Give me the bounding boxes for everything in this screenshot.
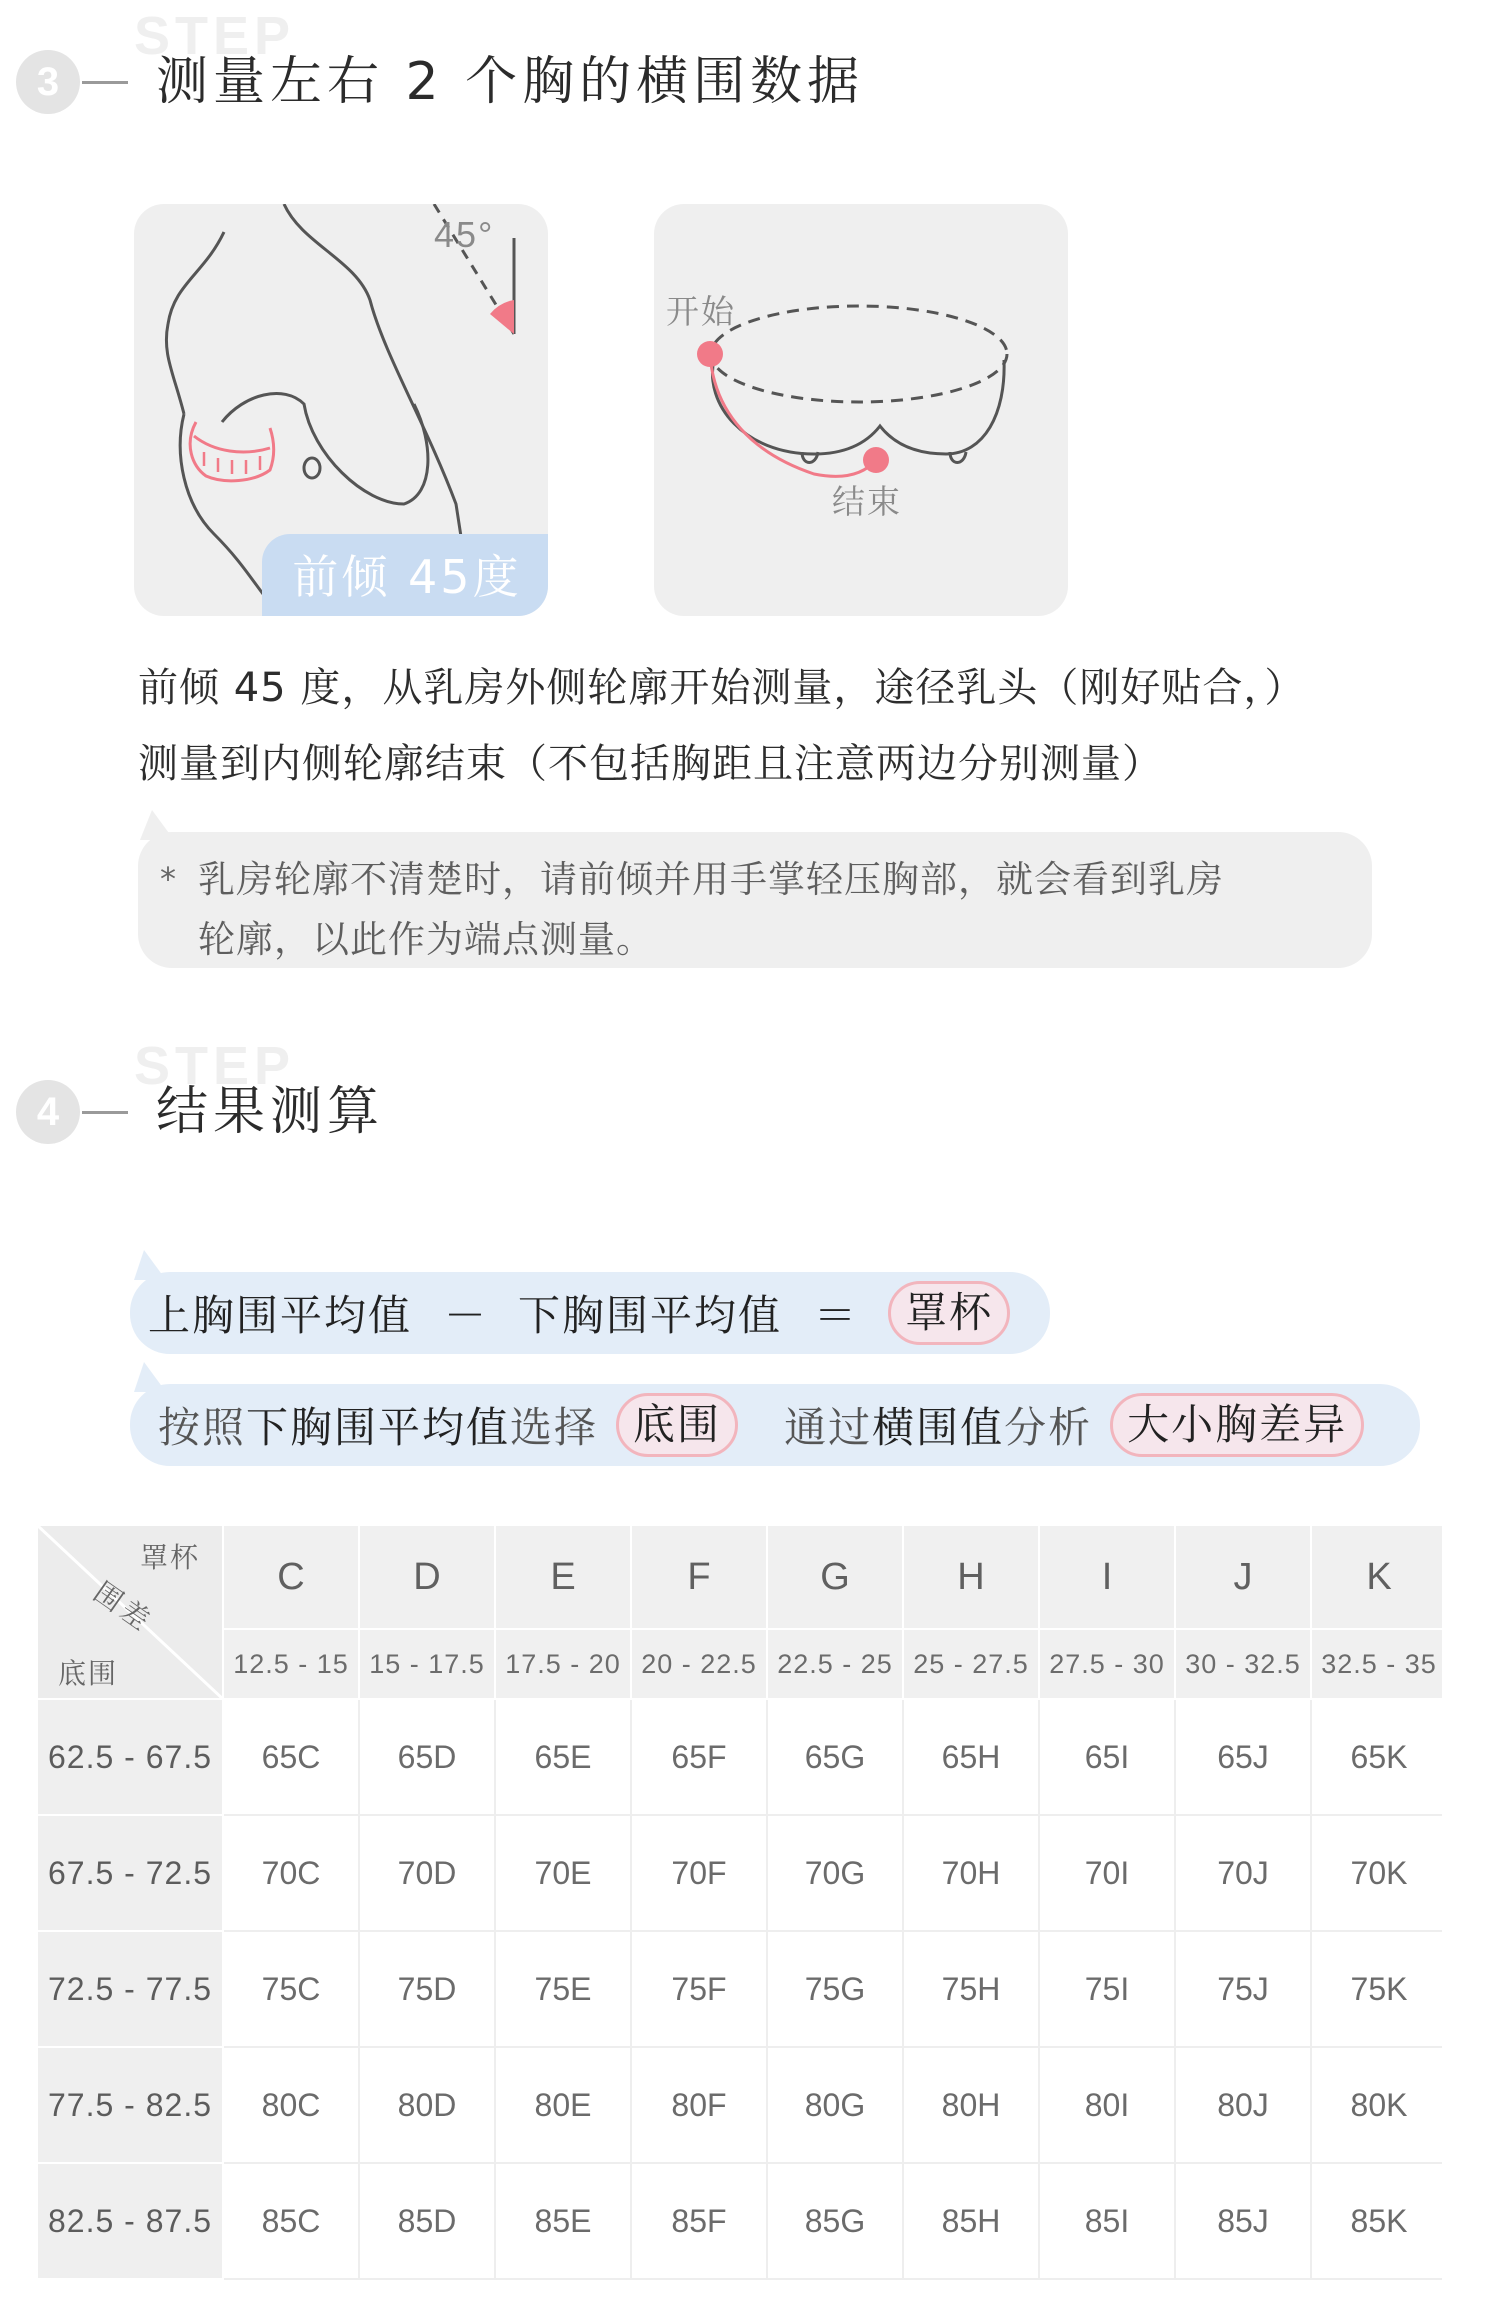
step-connector-line (82, 1111, 128, 1114)
size-cell: 70C (223, 1815, 359, 1931)
size-cell: 75C (223, 1931, 359, 2047)
size-cell: 65E (495, 1699, 631, 1815)
upper-bust-average: 上胸围平均值 (148, 1291, 413, 1340)
size-cell: 85I (1039, 2163, 1175, 2279)
measure-path-icon (654, 204, 1068, 616)
guide-text-by: 按照 (158, 1403, 247, 1452)
difference-range: 32.5 - 35 (1311, 1629, 1442, 1699)
cup-header: I (1039, 1525, 1175, 1629)
corner-band-label: 底围 (58, 1657, 119, 1690)
table-row (37, 2047, 1442, 2163)
band-pill: 底围 (616, 1393, 738, 1457)
size-cell: 75K (1311, 1931, 1442, 2047)
tip-line-2: 轮廓，以此作为端点测量。 (198, 918, 654, 961)
cup-header: E (495, 1525, 631, 1629)
step-word: STEP (134, 6, 296, 66)
description-line-1: 前倾 45 度，从乳房外侧轮廓开始测量，途径乳头（刚好贴合，） (138, 665, 1306, 711)
size-cell: 80K (1311, 2047, 1442, 2163)
size-table (36, 1524, 1442, 2322)
size-cell: 65G (767, 1699, 903, 1815)
tip-note (138, 832, 1372, 968)
size-chart-table (36, 1524, 1442, 2280)
size-cell: 70G (767, 1815, 903, 1931)
difference-range: 12.5 - 15 (223, 1629, 359, 1699)
size-cell: 80J (1175, 2047, 1311, 2163)
step4-header (0, 1036, 1500, 1166)
size-cell: 85G (767, 2163, 903, 2279)
step-title: 结果测算 (156, 1082, 385, 1142)
size-cell: 65C (223, 1699, 359, 1815)
size-cell: 85C (223, 2163, 359, 2279)
cup-header: J (1175, 1525, 1311, 1629)
size-cell: 75F (631, 1931, 767, 2047)
size-cell: 65J (1175, 1699, 1311, 1815)
step-word: STEP (134, 1036, 296, 1096)
size-cell: 65F (631, 1699, 767, 1815)
start-label: 开始 (666, 292, 736, 331)
tip-line-1: 乳房轮廓不清楚时，请前倾并用手掌轻压胸部，就会看到乳房 (198, 858, 1224, 901)
table-row (37, 2163, 1442, 2279)
measurement-description (138, 650, 1458, 802)
asymmetry-pill: 大小胸差异 (1110, 1393, 1364, 1457)
size-cell: 80G (767, 2047, 903, 2163)
cup-header: C (223, 1525, 359, 1629)
size-cell: 75G (767, 1931, 903, 2047)
size-cell: 70H (903, 1815, 1039, 1931)
band-range: 62.5 - 67.5 (37, 1699, 223, 1815)
guide-text-via: 通过 (784, 1403, 873, 1452)
step-number-badge: 4 (16, 1080, 80, 1144)
under-bust-average: 下胸围平均值 (518, 1291, 783, 1340)
size-cell: 70K (1311, 1815, 1442, 1931)
size-cell: 70D (359, 1815, 495, 1931)
size-cell: 85J (1175, 2163, 1311, 2279)
size-cell: 80E (495, 2047, 631, 2163)
equals-sign: ＝ (814, 1291, 857, 1340)
band-range: 82.5 - 87.5 (37, 2163, 223, 2279)
cup-header: G (767, 1525, 903, 1629)
size-cell: 85D (359, 2163, 495, 2279)
table-row (37, 1815, 1442, 1931)
cup-header: D (359, 1525, 495, 1629)
size-cell: 75D (359, 1931, 495, 2047)
size-cell: 65D (359, 1699, 495, 1815)
size-cell: 65K (1311, 1699, 1442, 1815)
size-cell: 75H (903, 1931, 1039, 2047)
size-cell: 70E (495, 1815, 631, 1931)
table-row (37, 1931, 1442, 2047)
cup-header: F (631, 1525, 767, 1629)
size-cell: 70J (1175, 1815, 1311, 1931)
lean-45-badge: 前倾 45度 (262, 534, 548, 616)
minus-sign: － (444, 1291, 487, 1340)
cup-formula-bubble (130, 1272, 1050, 1354)
asterisk-icon: * (160, 860, 176, 898)
difference-range: 15 - 17.5 (359, 1629, 495, 1699)
size-cell: 75I (1039, 1931, 1175, 2047)
size-cell: 85E (495, 2163, 631, 2279)
difference-range: 20 - 22.5 (631, 1629, 767, 1699)
size-cell: 85H (903, 2163, 1039, 2279)
size-cell: 75E (495, 1931, 631, 2047)
size-cell: 80C (223, 2047, 359, 2163)
size-cell: 80D (359, 2047, 495, 2163)
measure-path-illustration (654, 204, 1068, 616)
table-corner (37, 1525, 223, 1699)
end-label: 结束 (832, 482, 902, 521)
size-cell: 70I (1039, 1815, 1175, 1931)
size-cell: 65I (1039, 1699, 1175, 1815)
step-title: 测量左右 2 个胸的横围数据 (156, 52, 865, 112)
size-cell: 85K (1311, 2163, 1442, 2279)
step-connector-line (82, 81, 128, 84)
angle-label: 45° (434, 214, 495, 255)
cup-result-pill: 罩杯 (888, 1281, 1010, 1345)
band-range: 72.5 - 77.5 (37, 1931, 223, 2047)
step3-header (0, 6, 1500, 136)
corner-diff-label: 围差 (87, 1575, 159, 1640)
band-range: 67.5 - 72.5 (37, 1815, 223, 1931)
difference-range: 22.5 - 25 (767, 1629, 903, 1699)
difference-range: 30 - 32.5 (1175, 1629, 1311, 1699)
guide-text-under-bust: 下胸围平均值 (246, 1403, 511, 1452)
difference-range: 25 - 27.5 (903, 1629, 1039, 1699)
difference-range: 27.5 - 30 (1039, 1629, 1175, 1699)
band-guide-bubble (130, 1384, 1420, 1466)
cup-header: K (1311, 1525, 1442, 1629)
guide-text-cross-value: 横围值 (872, 1403, 1005, 1452)
size-cell: 80F (631, 2047, 767, 2163)
size-cell: 80I (1039, 2047, 1175, 2163)
cup-header: H (903, 1525, 1039, 1629)
band-range: 77.5 - 82.5 (37, 2047, 223, 2163)
step-number-badge: 3 (16, 50, 80, 114)
guide-text-select: 选择 (510, 1403, 599, 1452)
difference-range: 17.5 - 20 (495, 1629, 631, 1699)
description-line-2: 测量到内侧轮廓结束（不包括胸距且注意两边分别测量） (138, 741, 1163, 787)
size-cell: 70F (631, 1815, 767, 1931)
guide-text-analyze: 分析 (1004, 1403, 1093, 1452)
size-cell: 80H (903, 2047, 1039, 2163)
corner-cup-label: 罩杯 (140, 1541, 201, 1574)
table-row (37, 1699, 1442, 1815)
lean-45-illustration (134, 204, 548, 616)
size-cell: 85F (631, 2163, 767, 2279)
size-cell: 75J (1175, 1931, 1311, 2047)
size-cell: 65H (903, 1699, 1039, 1815)
